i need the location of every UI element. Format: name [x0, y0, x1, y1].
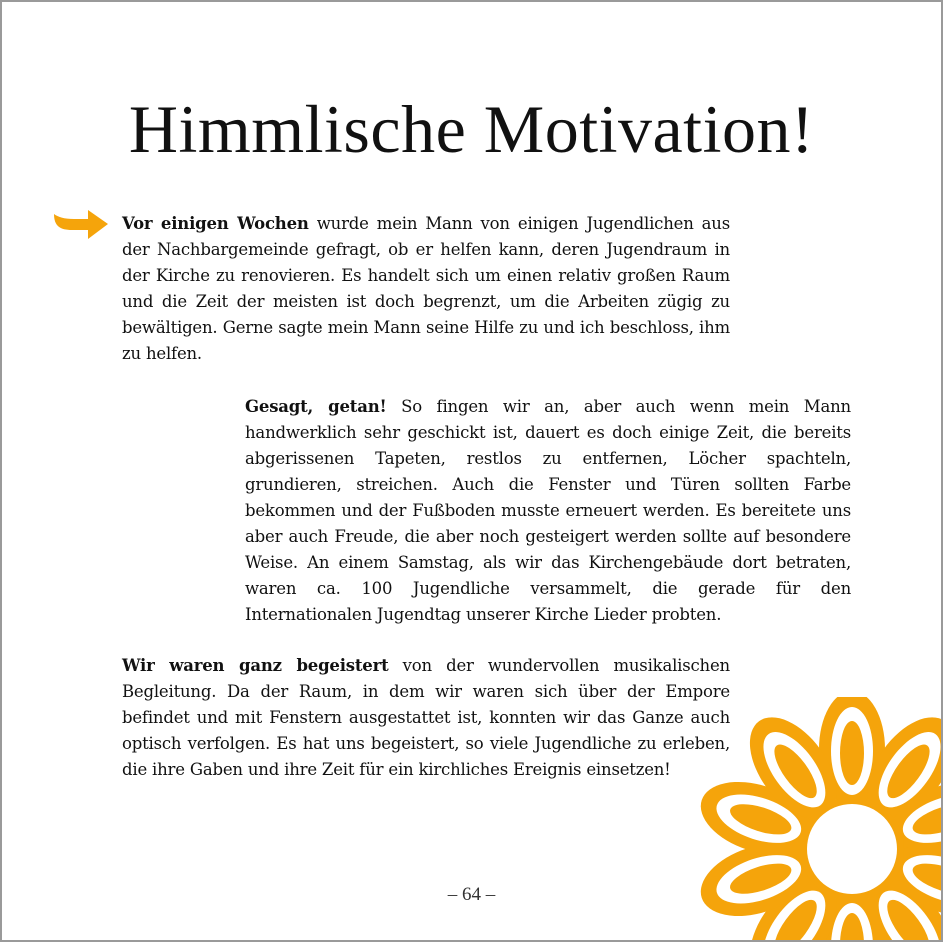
page-number: – 64 – — [447, 884, 496, 905]
paragraph-1-lead: Vor einigen Wochen — [122, 214, 309, 233]
paragraph-2-text: So fingen wir an, aber auch wenn mein Mann handwerklich sehr geschickt ist, dauert es doch einige Zeit, die bereits abgerissenen Tapeten, restlos zu entfernen, Löcher spachteln, grundieren, streichen. Auch die Fenster und Türen sollten Farbe bekommen und der Fußboden musste erneuert werden. Es bereitete uns aber auch Freude, die aber noch gesteigert werden sollte auf besondere Weise. An einem Samstag, als wir das Kirchengebäude dort betraten, waren ca. 100 Jugendliche versammelt, die gerade für den Internationalen Jugendtag unserer Kirche Lieder probten. — [245, 397, 851, 624]
paragraph-3-lead: Wir waren ganz begeistert — [122, 656, 389, 675]
paragraph-2-lead: Gesagt, getan! — [245, 397, 387, 416]
paragraph-1 — [122, 211, 730, 367]
paragraph-2 — [245, 394, 851, 628]
arrow-right-icon — [52, 206, 112, 242]
paragraph-3 — [122, 653, 730, 783]
paragraph-1-text: wurde mein Mann von einigen Jugendlichen aus der Nachbargemeinde gefragt, ob er helfen kann, deren Jugendraum in der Kirche zu renovieren. Es handelt sich um einen relativ großen Raum und die Zeit der meisten ist doch begrenzt, um die Arbeiten zügig zu bewältigen. Gerne sagte mein Mann seine Hilfe zu und ich beschloss, ihm zu helfen. — [122, 214, 730, 363]
page-title: Himmlische Motivation! — [128, 91, 815, 167]
paragraph-3-text: von der wundervollen musikalischen Begleitung. Da der Raum, in dem wir waren sich über der Empore befindet und mit Fenstern ausgestattet ist, konnten wir das Ganze auch optisch verfolgen. Es hat uns begeistert, so viele Jugendliche zu erleben, die ihre Gaben und ihre Zeit für ein kirchliches Ereignis einsetzen! — [122, 656, 730, 779]
